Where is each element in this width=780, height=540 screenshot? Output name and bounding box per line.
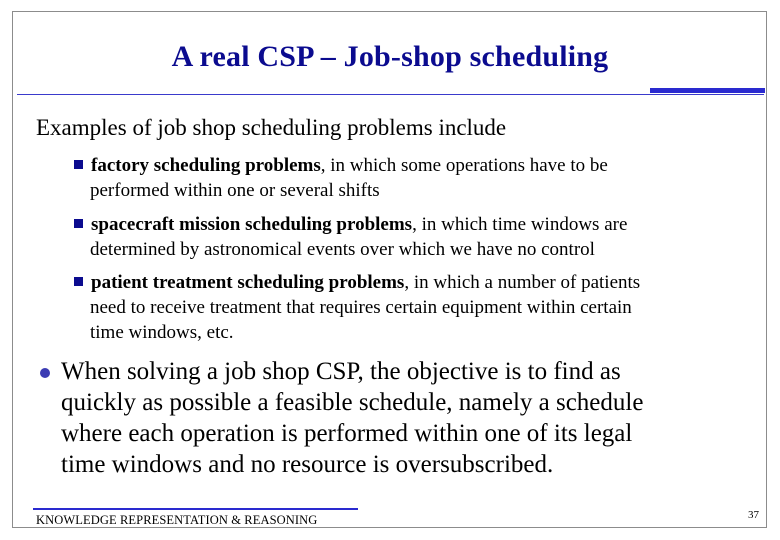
page-number: 37 bbox=[748, 509, 759, 521]
title-underline bbox=[17, 94, 764, 95]
example-continuation: performed within one or several shifts bbox=[90, 180, 380, 201]
main-line: time windows and no resource is oversubscribed. bbox=[61, 451, 554, 478]
footer-text: KNOWLEDGE REPRESENTATION & REASONING bbox=[36, 513, 318, 527]
example-bold: factory scheduling problems bbox=[91, 155, 321, 176]
example-bold: patient treatment scheduling problems bbox=[91, 272, 405, 293]
title-accent-bar bbox=[650, 88, 765, 93]
example-continuation: time windows, etc. bbox=[90, 322, 234, 343]
example-text: , in which a number of patients bbox=[404, 272, 641, 293]
example-text: , in which some operations have to be bbox=[320, 155, 608, 176]
square-bullet-icon bbox=[74, 160, 83, 169]
example-text: , in which time windows are bbox=[412, 214, 628, 235]
main-line: When solving a job shop CSP, the objective is to find as bbox=[61, 358, 621, 385]
square-bullet-icon bbox=[74, 277, 83, 286]
main-line: quickly as possible a feasible schedule, namely a schedule bbox=[61, 389, 644, 416]
example-continuation: need to receive treatment that requires certain equipment within certain bbox=[90, 297, 632, 318]
footer-rule bbox=[33, 508, 358, 510]
main-line: where each operation is performed within one of its legal bbox=[61, 420, 633, 447]
square-bullet-icon bbox=[74, 219, 83, 228]
main-bullet bbox=[40, 356, 740, 480]
example-patient bbox=[74, 270, 754, 345]
example-factory bbox=[74, 153, 754, 203]
example-bold: spacecraft mission scheduling problems bbox=[91, 214, 413, 235]
example-spacecraft bbox=[74, 212, 754, 262]
intro-text: Examples of job shop scheduling problems include bbox=[36, 115, 507, 140]
round-bullet-icon bbox=[40, 368, 50, 378]
slide-title: A real CSP – Job-shop scheduling bbox=[171, 40, 609, 73]
example-continuation: determined by astronomical events over which we have no control bbox=[90, 239, 595, 260]
